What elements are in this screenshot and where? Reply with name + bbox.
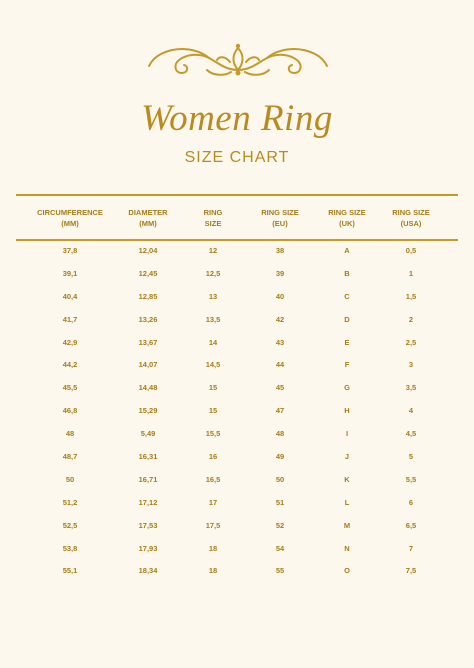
cell-diameter: 15,29 [138,406,158,416]
cell-ring-size-eu: 47 [275,406,285,416]
cell-diameter: 14,48 [138,383,158,393]
cell-diameter: 17,53 [138,520,158,530]
cell-ring-size-usa: 3,5 [405,383,417,393]
cell-circumference: 48,7 [62,452,78,462]
cell-ring-size-eu: 49 [275,452,285,462]
cell-ring-size-usa: 4,5 [405,429,417,439]
cell-ring-size-eu: 54 [275,543,285,553]
cell-ring-size-usa: 2 [408,314,414,324]
cell-ring-size: 16,5 [205,474,221,484]
table-row [16,338,458,361]
cell-ring-size: 15 [208,406,218,416]
cell-circumference: 41,7 [62,314,78,324]
cell-ring-size-usa: 6 [408,497,414,507]
cell-ring-size: 18 [208,566,218,576]
cell-ring-size-uk: E [344,337,350,347]
cell-diameter: 16,71 [138,474,158,484]
table-body [16,246,458,589]
table-header-rule [16,239,458,241]
cell-circumference: 51,2 [62,497,78,507]
cell-circumference: 37,8 [62,246,78,255]
cell-ring-size-uk: D [344,314,350,324]
cell-diameter: 18,34 [138,566,158,576]
cell-ring-size-uk: C [344,291,350,301]
cell-ring-size: 14 [208,337,218,347]
cell-ring-size-usa: 0,5 [405,246,417,255]
cell-circumference: 48 [65,429,75,439]
cell-ring-size: 14,5 [205,360,221,370]
cell-diameter: 17,12 [138,497,158,507]
cell-circumference: 52,5 [62,520,78,530]
cell-ring-size: 13,5 [205,314,221,324]
cell-diameter: 14,07 [138,360,158,370]
cell-diameter: 12,85 [138,291,158,301]
table-row [16,315,458,338]
cell-ring-size-eu: 50 [275,474,285,484]
cell-ring-size-usa: 1 [408,268,414,278]
cell-ring-size-usa: 2,5 [405,337,417,347]
column-header-diameter: DIAMETER (MM) [128,208,168,228]
page-subtitle: SIZE CHART [184,149,290,166]
table-row [16,429,458,452]
cell-ring-size-uk: A [344,246,350,255]
page-title: Women Ring [141,98,333,139]
table-row [16,521,458,544]
column-header-ring-size-usa: RING SIZE (USA) [392,208,430,228]
cell-circumference: 42,9 [62,337,78,347]
cell-ring-size-usa: 5 [408,452,414,462]
column-header-ring-size-uk: RING SIZE (UK) [328,208,366,228]
cell-ring-size-eu: 55 [275,566,285,576]
cell-ring-size-eu: 42 [275,314,285,324]
cell-ring-size-usa: 3 [408,360,414,370]
cell-ring-size: 12,5 [205,268,221,278]
cell-ring-size-uk: M [343,520,351,530]
cell-ring-size-usa: 5,5 [405,474,417,484]
cell-ring-size: 13 [208,291,218,301]
cell-ring-size-uk: F [344,360,350,370]
cell-ring-size-eu: 38 [275,246,285,255]
cell-ring-size-eu: 40 [275,291,285,301]
column-header-circumference: CIRCUMFERENCE (MM) [37,208,103,228]
table-row [16,452,458,475]
cell-ring-size-usa: 1,5 [405,291,417,301]
cell-ring-size-usa: 6,5 [405,520,417,530]
cell-ring-size-usa: 7,5 [405,566,417,576]
cell-circumference: 50 [65,474,75,484]
table-row [16,475,458,498]
cell-ring-size-eu: 45 [275,383,285,393]
cell-ring-size-uk: B [344,268,350,278]
table-row [16,566,458,589]
cell-circumference: 44,2 [62,360,78,370]
cell-diameter: 16,31 [138,452,158,462]
cell-diameter: 12,04 [138,246,158,255]
cell-diameter: 5,49 [140,429,156,439]
cell-circumference: 40,4 [62,291,78,301]
table-row [16,498,458,521]
cell-ring-size-eu: 39 [275,268,285,278]
cell-diameter: 13,26 [138,314,158,324]
cell-ring-size: 17 [208,497,218,507]
cell-ring-size-eu: 43 [275,337,285,347]
table-header [16,196,458,239]
cell-circumference: 39,1 [62,268,78,278]
cell-circumference: 55,1 [62,566,78,576]
table-row [16,292,458,315]
cell-ring-size-usa: 4 [408,406,414,416]
cell-diameter: 12,45 [138,268,158,278]
column-header-ring-size: RING SIZE [203,208,223,228]
cell-diameter: 17,93 [138,543,158,553]
cell-ring-size-eu: 52 [275,520,285,530]
cell-circumference: 45,5 [62,383,78,393]
table-row [16,544,458,567]
cell-ring-size-eu: 44 [275,360,285,370]
cell-circumference: 46,8 [62,406,78,416]
cell-ring-size-eu: 48 [275,429,285,439]
cell-ring-size-uk: J [344,452,350,462]
cell-ring-size-usa: 7 [408,543,414,553]
cell-ring-size: 15,5 [205,429,221,439]
table-row [16,269,458,292]
column-header-ring-size-eu: RING SIZE (EU) [261,208,299,228]
cell-ring-size-eu: 51 [275,497,285,507]
cell-diameter: 13,67 [138,337,158,347]
cell-ring-size-uk: O [344,566,350,576]
size-table [16,196,458,576]
cell-ring-size: 18 [208,543,218,553]
table-row [16,383,458,406]
flourish-ornament-icon [147,40,329,78]
cell-circumference: 53,8 [62,543,78,553]
cell-ring-size-uk: H [344,406,350,416]
table-row [16,246,458,269]
cell-ring-size-uk: G [344,383,350,393]
cell-ring-size-uk: K [344,474,350,484]
table-row [16,360,458,383]
cell-ring-size: 16 [208,452,218,462]
cell-ring-size: 17,5 [205,520,221,530]
cell-ring-size-uk: L [344,497,350,507]
cell-ring-size-uk: N [344,543,350,553]
cell-ring-size: 15 [208,383,218,393]
cell-ring-size: 12 [208,246,218,255]
table-row [16,406,458,429]
cell-ring-size-uk: I [345,429,349,439]
